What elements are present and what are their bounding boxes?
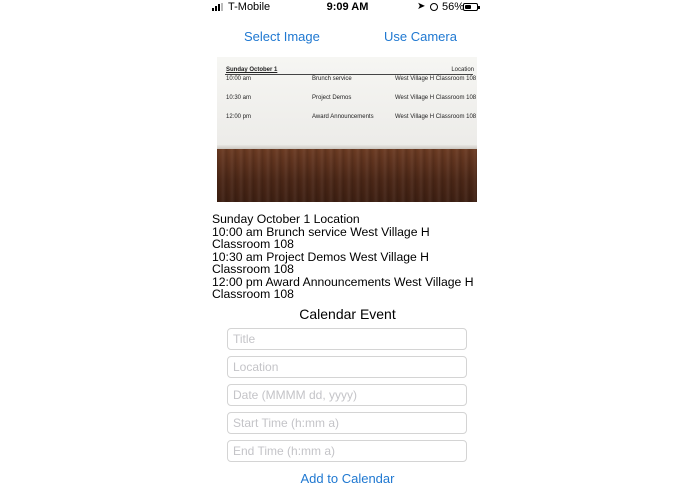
use-camera-button[interactable]: Use Camera (384, 29, 457, 44)
recognized-text-line: Sunday October 1 Location (212, 212, 360, 226)
status-bar (0, 0, 695, 16)
photo-header-date: Sunday October 1 (226, 67, 278, 73)
alarm-icon (430, 3, 438, 11)
battery-level (465, 5, 471, 9)
location-arrow-icon: ➤ (417, 1, 426, 12)
battery-icon (463, 3, 478, 11)
photo-row-event: Brunch service (312, 76, 352, 82)
photo-row-location: West Village H Classroom 108 (395, 95, 477, 101)
schedule-paper (217, 57, 477, 149)
carrier-name: T-Mobile (228, 1, 271, 13)
photo-row-time: 12:00 pm (226, 114, 252, 120)
event-start-time-field[interactable] (227, 412, 467, 434)
event-date-field[interactable] (227, 384, 467, 406)
photo-row-event: Project Demos (312, 95, 352, 101)
event-end-time-field[interactable] (227, 440, 467, 462)
add-to-calendar-button[interactable]: Add to Calendar (0, 471, 695, 486)
photo-row-event: Award Announcements (312, 114, 374, 120)
photo-row-location: West Village H Classroom 108 (395, 114, 477, 120)
calendar-event-title: Calendar Event (299, 306, 396, 322)
select-image-button[interactable]: Select Image (244, 29, 320, 44)
recognized-text-line: 10:00 am Brunch service West Village H Classroom 108 (212, 224, 430, 251)
wood-table (217, 149, 477, 202)
recognized-text-line: 10:30 am Project Demos West Village H Classroom 108 (212, 249, 429, 276)
recognized-text (212, 213, 482, 301)
photo-row-time: 10:30 am (226, 95, 252, 101)
event-location-field[interactable] (227, 356, 467, 378)
photo-header-location: Location (451, 67, 474, 73)
captured-photo (217, 57, 477, 202)
photo-row-location: West Village H Classroom 108 (395, 76, 477, 82)
recognized-text-line: 12:00 pm Award Announcements West Village H Classroom 108 (212, 274, 474, 301)
status-time: 9:09 AM (326, 1, 369, 13)
photo-row-time: 10:00 am (226, 76, 252, 82)
battery-percent: 56% (442, 1, 465, 13)
event-title-field[interactable] (227, 328, 467, 350)
